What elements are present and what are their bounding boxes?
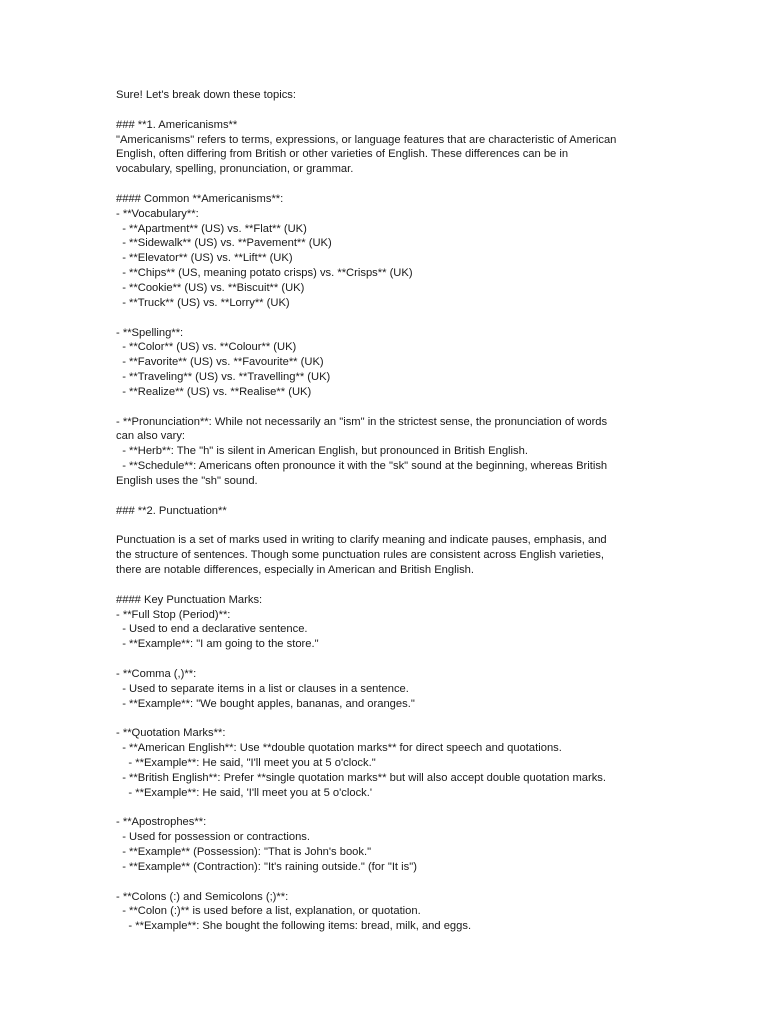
text-line: - Used to end a declarative sentence. [116,623,308,636]
text-line: Sure! Let's break down these topics: [116,89,296,101]
text-line: - Used for possession or contractions. [116,831,311,844]
text-line: ### **2. Punctuation** [116,504,227,517]
text-line: - **American English**: Use **double quotation marks** for direct speech and quotations. [116,742,562,755]
text-line: - **Example**: She bought the following items: bread, milk, and eggs. [116,920,472,933]
text-line: - **Sidewalk** (US) vs. **Pavement** (UK) [116,237,332,250]
text-line: - **Example**: "We bought apples, bananas, and oranges." [116,697,415,710]
text-line: - **Example**: He said, "I'll meet you at 5 o'clock." [116,756,376,769]
text-line: - **Example** (Possession): "That is John's book." [116,846,372,859]
text-line: - **Herb**: The "h" is silent in American English, but pronounced in British English. [116,445,528,458]
text-line [116,518,656,533]
text-line: - **Schedule**: Americans often pronounce it with the "sk" sound at the beginning, whereas British [116,460,608,473]
text-line: - **Apostrophes**: [116,816,207,829]
text-line: - **Chips** (US, meaning potato crisps) vs. **Crisps** (UK) [116,267,413,280]
text-line: Punctuation is a set of marks used in writing to clarify meaning and indicate pauses, emphasis, and [116,534,607,547]
text-line: #### Common **Americanisms**: [116,192,284,205]
text-line: - **Realize** (US) vs. **Realise** (UK) [116,385,312,398]
text-line: - **Truck** (US) vs. **Lorry** (UK) [116,296,290,309]
text-line [116,801,656,816]
text-line: - **Colon (:)** is used before a list, explanation, or quotation. [116,905,421,918]
text-line: "Americanisms" refers to terms, expressions, or language features that are characteristic of American [116,133,617,146]
text-line: - **Favorite** (US) vs. **Favourite** (UK) [116,356,324,369]
text-line: there are notable differences, especially in American and British English. [116,564,474,576]
document-page [116,88,656,934]
text-line: - **Example** (Contraction): "It's raining outside." (for "It is") [116,860,417,873]
text-line: - **Comma (,)**: [116,667,197,680]
text-line [116,652,656,667]
text-line [116,177,656,192]
text-line: - **Color** (US) vs. **Colour** (UK) [116,341,297,354]
text-line: - **Vocabulary**: [116,207,199,220]
text-line: - **Cookie** (US) vs. **Biscuit** (UK) [116,281,305,294]
text-line: English, often differing from British or other varieties of English. These differences can be in [116,148,569,161]
text-line [116,400,656,415]
text-line: - **Pronunciation**: While not necessarily an "ism" in the strictest sense, the pronunciation of words [116,415,608,428]
text-line: - **Example**: "I am going to the store." [116,638,319,651]
text-line: - **Colons (:) and Semicolons (;)**: [116,890,289,903]
text-line [116,489,656,504]
text-line [116,711,656,726]
text-line: ### **1. Americanisms** [116,118,238,131]
text-line [116,103,656,118]
text-line: - **Example**: He said, 'I'll meet you at 5 o'clock.' [116,786,373,799]
text-line: - Used to separate items in a list or clauses in a sentence. [116,682,409,695]
text-line: can also vary: [116,430,186,443]
text-line: - **Traveling** (US) vs. **Travelling** (UK) [116,371,331,384]
text-line [116,578,656,593]
text-line: - **Spelling**: [116,326,184,339]
text-line: - **Apartment** (US) vs. **Flat** (UK) [116,222,307,235]
text-line: - **Quotation Marks**: [116,727,226,740]
text-line: - **British English**: Prefer **single quotation marks** but will also accept double quotation marks. [116,771,607,784]
text-line: #### Key Punctuation Marks: [116,593,263,606]
text-line [116,875,656,890]
text-line [116,311,656,326]
text-line: the structure of sentences. Though some punctuation rules are consistent across English varieties, [116,549,604,562]
text-line: - **Full Stop (Period)**: [116,608,231,621]
text-line: English uses the "sh" sound. [116,474,258,487]
text-line: vocabulary, spelling, pronunciation, or grammar. [116,163,354,176]
text-line: - **Elevator** (US) vs. **Lift** (UK) [116,252,293,265]
